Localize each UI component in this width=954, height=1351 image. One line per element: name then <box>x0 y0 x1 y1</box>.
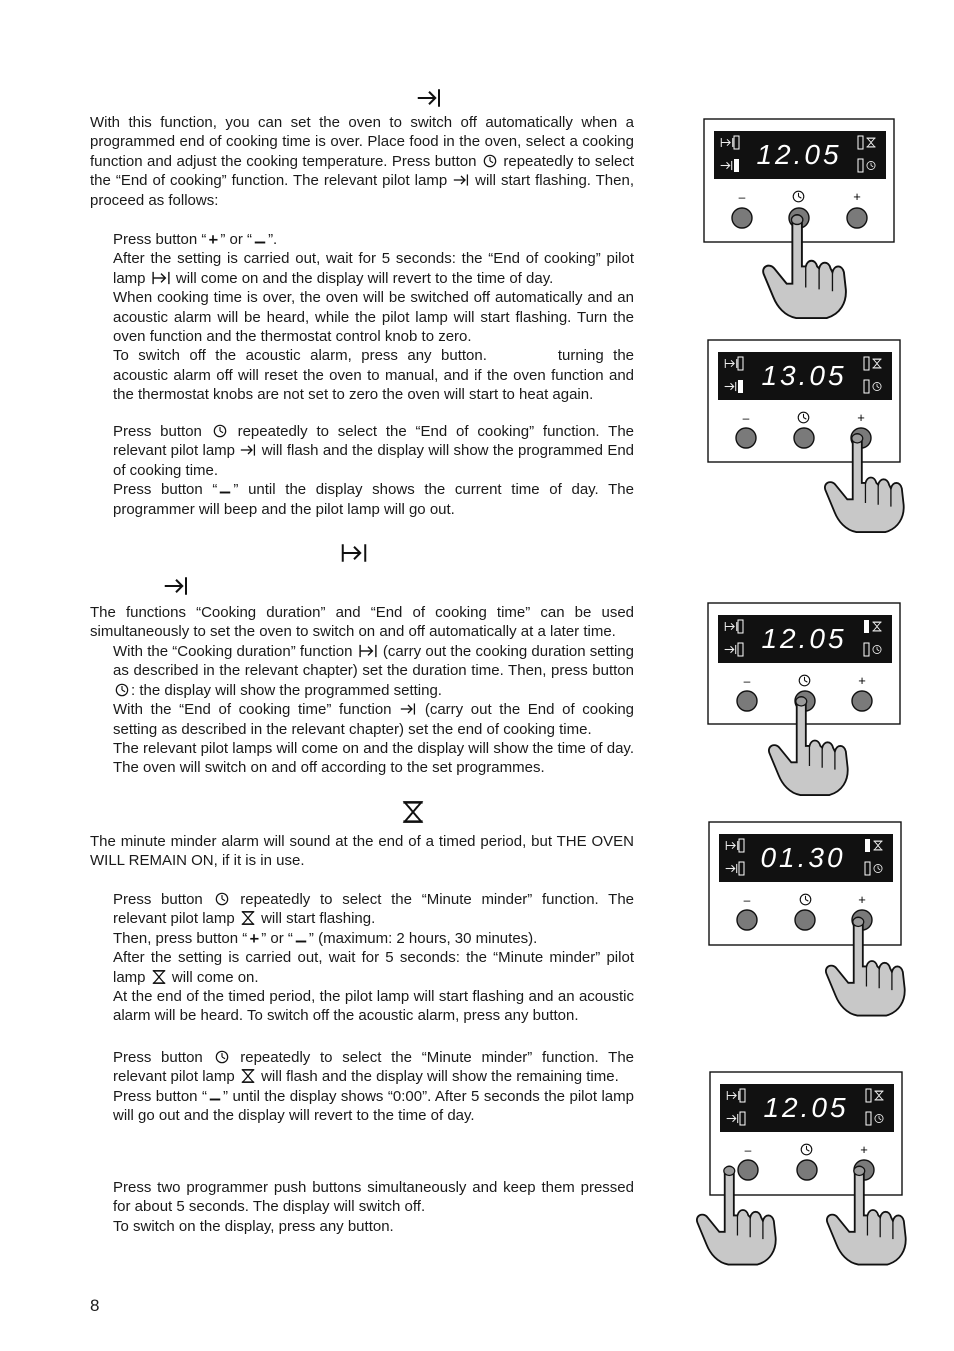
display-time: 01.30 <box>760 842 846 873</box>
end-of-cooking-icon <box>416 88 442 108</box>
page-number: 8 <box>90 1296 100 1315</box>
plus-label: + <box>858 892 866 907</box>
hourglass-icon <box>240 1069 256 1083</box>
cooking-duration-icon <box>151 271 171 285</box>
programmer-panel-5 <box>690 1070 925 1270</box>
step-3: When cooking time is over, the oven will be switched off automatically and an acoustic alarm will be heard, while the pilot lamp will start flashing. Turn the oven function and the thermostat control knob to zero. <box>113 289 634 346</box>
plus-button[interactable] <box>852 691 872 711</box>
minus-label: – <box>744 1143 752 1157</box>
minus-label: – <box>738 190 746 204</box>
combined-intro: The functions “Cooking duration” and “End of cooking time” can be used simultaneously to set the oven to switch on and off automatically at a later time. <box>90 604 634 641</box>
mm-step-4: At the end of the timed period, the pilot lamp will start flashing and an acoustic alarm will be heard. To switch off the acoustic alarm, press any button. <box>113 988 634 1025</box>
select-button[interactable] <box>797 1160 817 1180</box>
display-time: 13.05 <box>761 360 847 391</box>
minus-button[interactable] <box>738 1160 758 1180</box>
minus-label: – <box>742 411 750 425</box>
minute-minder-intro: The minute minder alarm will sound at the end of a timed period, but THE OVEN WILL REMAIN ON, if it is in use. <box>90 833 634 870</box>
hourglass-icon <box>240 911 256 925</box>
display-time: 12.05 <box>761 623 847 654</box>
minute-minder-cancel <box>113 1048 634 1126</box>
mm-step-3: After the setting is carried out, wait for 5 seconds: the “Minute minder” pilot lamp will come on. <box>113 949 634 986</box>
end-of-cooking-steps <box>113 230 634 405</box>
plus-label: + <box>858 673 866 688</box>
minus-button[interactable] <box>732 208 752 228</box>
end-of-cooking-icon <box>400 702 416 716</box>
minus-button[interactable] <box>737 691 757 711</box>
programmer-panel-1 <box>700 117 900 342</box>
combined-step-2: With the “End of cooking time” function (carry out the End of cooking setting as described in the relevant chapter) set the end of cooking time. <box>113 701 635 738</box>
minus-button[interactable] <box>736 428 756 448</box>
mm-step-2: Then, press button “ ” or “ ” (maximum: 2 hours, 30 minutes). <box>113 929 538 947</box>
hourglass-icon <box>402 801 424 823</box>
display-off-steps <box>113 1178 634 1236</box>
clock-button-icon <box>214 1050 230 1064</box>
plus-label: + <box>857 410 865 425</box>
minus-icon <box>253 232 267 246</box>
cooking-duration-icon <box>340 543 368 563</box>
mm-cancel-1: Press button repeatedly to select the “Minute minder” function. The relevant pilot lamp will flash and the display will show the remaining time. <box>113 1049 635 1086</box>
plus-icon <box>248 931 260 945</box>
plus-label: + <box>860 1142 868 1157</box>
select-button[interactable] <box>795 910 815 930</box>
cooking-duration-icon <box>358 644 378 658</box>
minus-icon <box>208 1089 222 1103</box>
display-off-step-2: To switch on the display, press any button. <box>113 1217 394 1235</box>
display-time: 12.05 <box>756 139 842 170</box>
minute-minder-steps <box>113 890 634 1026</box>
display-time: 12.05 <box>763 1092 849 1123</box>
cancel-step-2: Press button “ ” until the display shows the current time of day. The programmer will beep and the pilot lamp will go out. <box>113 481 634 518</box>
programmer-panel-4 <box>705 820 920 1025</box>
programmer-panel-2 <box>704 338 919 538</box>
combined-steps <box>113 642 634 778</box>
minus-label: – <box>743 893 751 907</box>
mm-step-1: Press button repeatedly to select the “Minute minder” function. The relevant pilot lamp will start flashing. <box>113 891 635 928</box>
end-of-cooking-icon <box>453 173 469 187</box>
end-of-cooking-cancel <box>113 422 634 519</box>
clock-button-icon <box>482 154 498 168</box>
clock-button-icon <box>212 424 228 438</box>
step-4: To switch off the acoustic alarm, press any button. turning the acoustic alarm off will reset the oven to manual, and if the oven function and the thermostat knobs are not set to zero the oven will start to heat again. <box>113 347 635 404</box>
plus-button[interactable] <box>847 208 867 228</box>
step-1: Press button “ ” or “ ”. <box>113 231 278 248</box>
cancel-step-1: Press button repeatedly to select the “End of cooking” function. The relevant pilot lamp will flash and the display will show the programmed End of cooking time. <box>113 423 635 479</box>
plus-label: + <box>853 189 861 204</box>
minus-icon <box>294 931 308 945</box>
clock-button-icon <box>214 892 230 906</box>
select-button[interactable] <box>794 428 814 448</box>
plus-icon <box>207 232 219 246</box>
end-of-cooking-icon <box>240 443 256 457</box>
end-of-cooking-intro: With this function, you can set the oven to switch off automatically when a programmed end of cooking time is over. Place food in the oven, select a cooking function and adjust the cooking temperature. Press button repeatedly to select the “End of cooking” function. The relevant pilot lamp will start flashing. Then, proceed as follows: <box>90 114 635 209</box>
display-off-step-1: Press two programmer push buttons simultaneously and keep them pressed for about 5 seconds. The display will switch off. <box>113 1179 634 1216</box>
minus-icon <box>218 482 232 496</box>
combined-step-1: With the “Cooking duration” function (carry out the cooking duration setting as described in the relevant chapter) set the duration time. Then, press button : the display will show the programmed setting. <box>113 643 634 699</box>
hourglass-icon <box>151 970 167 984</box>
step-2: After the setting is carried out, wait for 5 seconds: the “End of cooking” pilot lamp will come on and the display will revert to the time of day. <box>113 250 634 287</box>
mm-cancel-2: Press button “ ” until the display shows “0:00”. After 5 seconds the pilot lamp will go out and the display will revert to the time of day. <box>113 1087 634 1125</box>
clock-button-icon <box>114 683 130 697</box>
programmer-panel-3 <box>704 601 904 801</box>
minus-button[interactable] <box>737 910 757 930</box>
end-of-cooking-icon <box>163 576 189 596</box>
combined-step-3: The relevant pilot lamps will come on and the display will show the time of day. The oven will switch on and off according to the set programmes. <box>113 740 634 777</box>
minus-label: – <box>743 674 751 688</box>
